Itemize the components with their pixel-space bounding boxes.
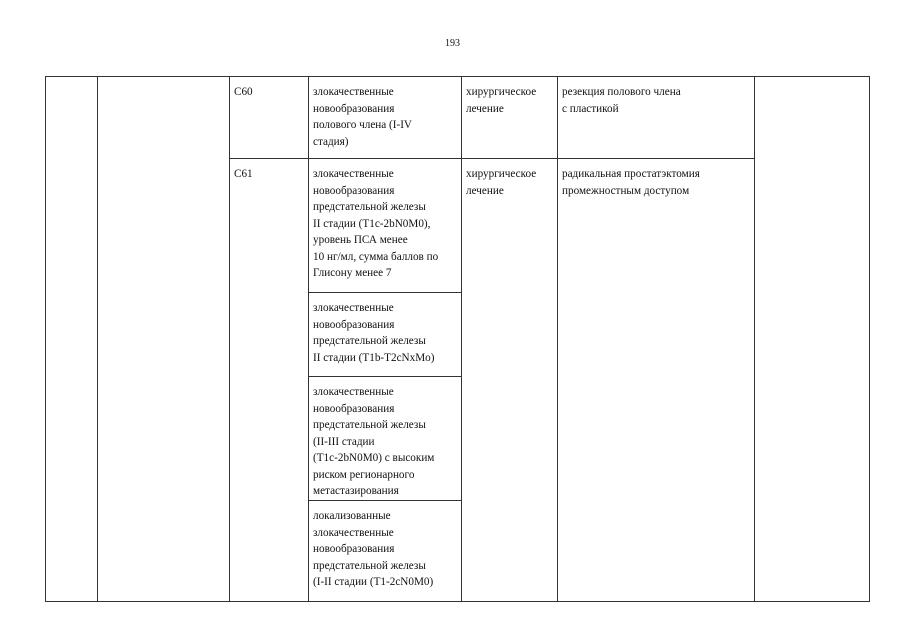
treatment-text: хирургическое лечение [466,86,537,115]
treatment-cell [462,159,558,602]
condition-cell [309,377,462,501]
condition-text: злокачественные новообразования предстательной железы (II-III стадии (T1c-2bN0M0) с высоким риском регионарного метастазирования [313,386,435,497]
method-text: радикальная простатэктомия промежностным доступом [562,168,700,197]
condition-cell [309,501,462,602]
condition-text: злокачественные новообразования полового члена (I-IV стадия) [313,86,413,148]
condition-text: локализованные злокачественные новообразования предстательной железы (I-II стадии (T1-2cN0M0) [313,510,434,588]
treatment-text: хирургическое лечение [466,168,537,197]
medical-procedures-table [45,76,870,602]
code-cell [230,77,309,159]
table-row-c60 [46,77,870,159]
method-text: резекция полового члена с пластикой [562,86,681,115]
code-text: C60 [234,86,253,98]
condition-text: злокачественные новообразования предстательной железы II стадии (T1c-2bN0M0), уровень ПСА менее 10 нг/мл, сумма баллов по Глисону менее 7 [313,168,439,279]
code-cell [230,159,309,602]
condition-text: злокачественные новообразования предстательной железы II стадии (T1b-T2cNxMo) [313,302,435,364]
empty-cell-col1 [46,77,98,602]
empty-cell-col2 [98,77,230,602]
method-cell [558,159,755,602]
condition-cell [309,77,462,159]
empty-cell-col7 [755,77,870,602]
condition-cell [309,293,462,377]
method-cell [558,77,755,159]
page-number: 193 [445,38,460,49]
condition-cell [309,159,462,293]
code-text: C61 [234,168,253,180]
treatment-cell [462,77,558,159]
